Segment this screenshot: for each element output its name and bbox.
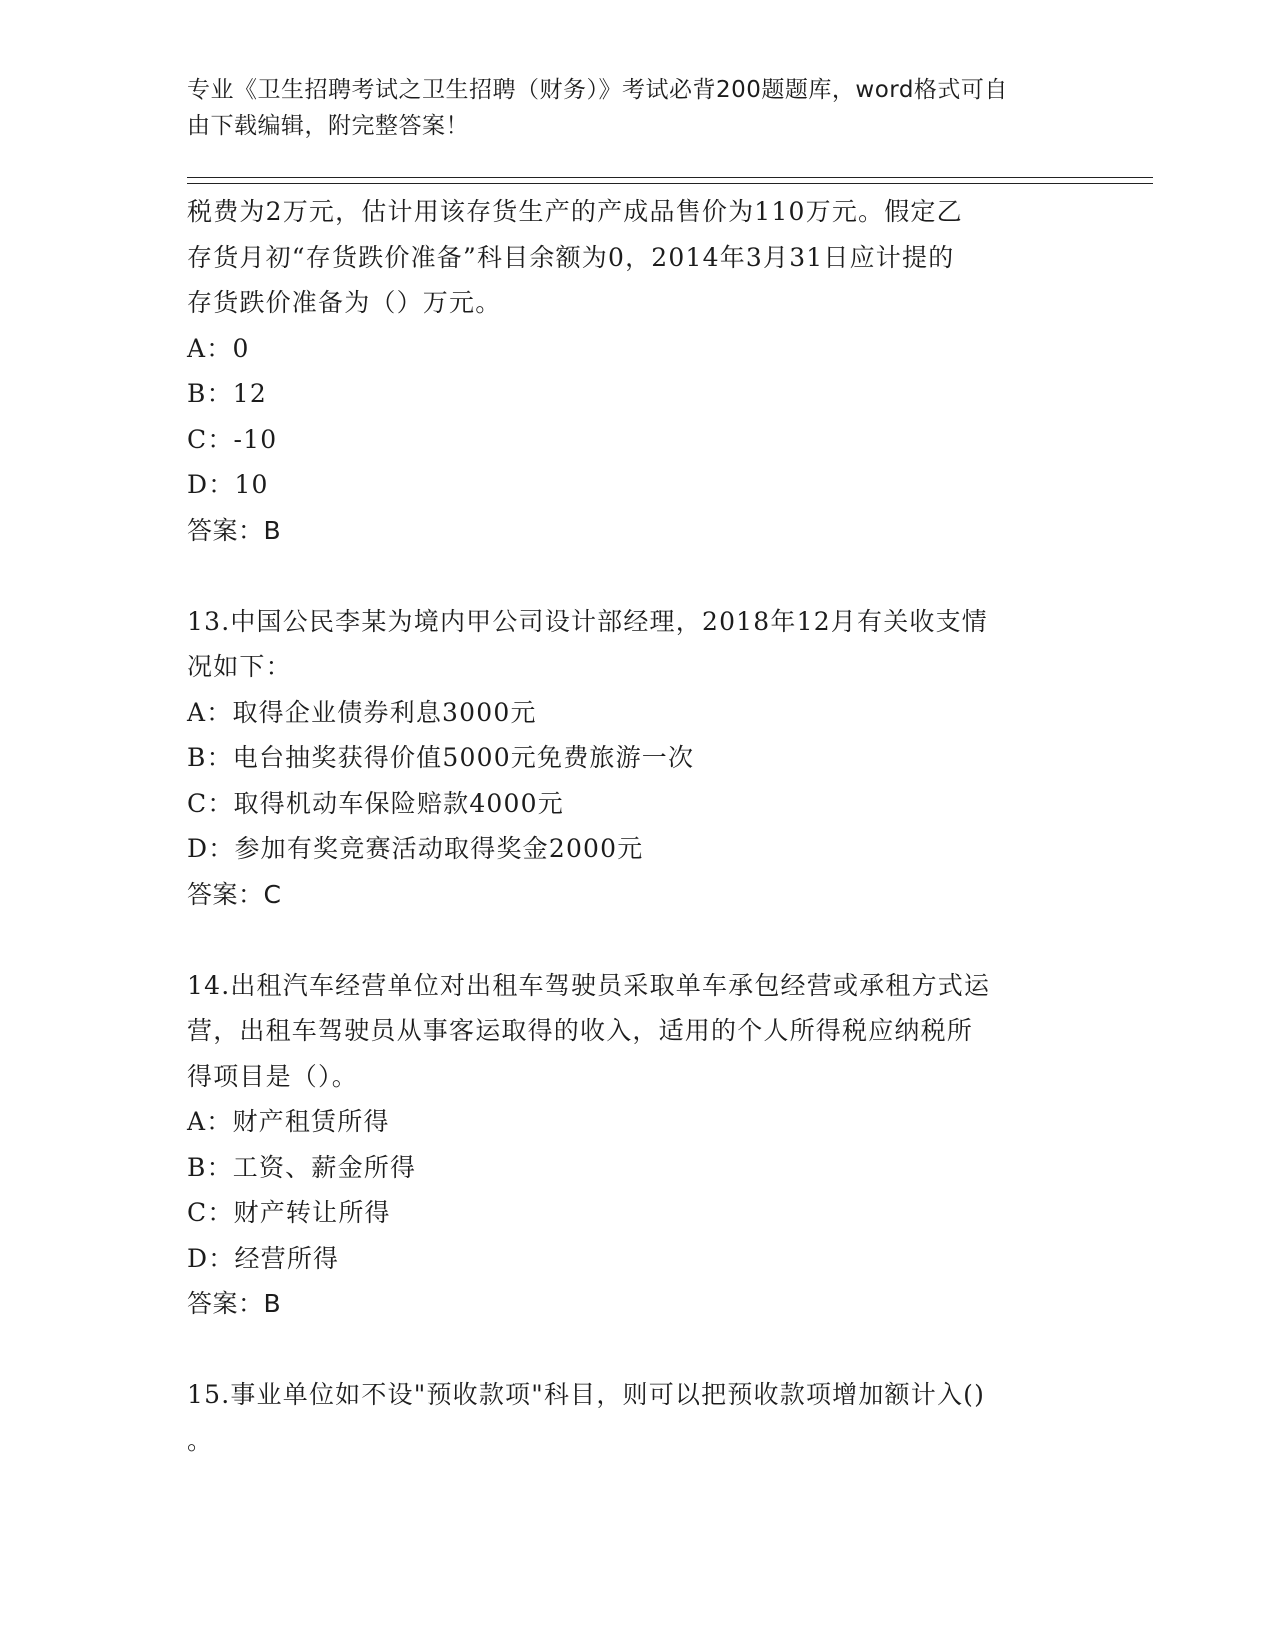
question-list	[187, 189, 1077, 1463]
question-stem-line: 存货跌价准备为（）万元。	[187, 288, 502, 317]
spacer	[187, 553, 1077, 599]
answer-line: 答案：C	[187, 879, 282, 909]
question-stem-line: 况如下：	[187, 652, 292, 681]
header-divider-bottom	[187, 183, 1153, 184]
question-13	[187, 599, 1077, 918]
option-c: C：取得机动车保险赔款4000元	[187, 788, 564, 818]
question-stem-line: 。	[187, 1425, 214, 1455]
question-stem-line: 15.事业单位如不设"预收款项"科目，则可以把预收款项增加额计入()	[187, 1380, 986, 1409]
option-c: C：-10	[187, 424, 278, 454]
option-a: A：财产租赁所得	[187, 1107, 390, 1136]
question-12	[187, 189, 1077, 553]
option-c: C：财产转让所得	[187, 1198, 391, 1227]
option-d: D：10	[187, 470, 269, 499]
option-b: B：电台抽奖获得价值5000元免费旅游一次	[187, 743, 695, 772]
document-header	[187, 72, 1067, 144]
option-d: D：经营所得	[187, 1243, 340, 1273]
question-15	[187, 1372, 1077, 1463]
question-stem-line: 13.中国公民李某为境内甲公司设计部经理，2018年12月有关收支情	[187, 606, 988, 636]
question-stem-line: 存货月初“存货跌价准备”科目余额为0，2014年3月31日应计提的	[187, 242, 955, 272]
option-a: A：0	[187, 333, 250, 363]
header-divider-top	[187, 177, 1153, 178]
question-14	[187, 963, 1077, 1327]
option-b: B：工资、薪金所得	[187, 1152, 417, 1182]
spacer	[187, 917, 1077, 963]
answer-line: 答案：B	[187, 1289, 282, 1318]
question-stem-line: 得项目是（）。	[187, 1061, 358, 1091]
header-line-1: 专业《卫生招聘考试之卫生招聘（财务）》考试必背200题题库，word格式可自	[187, 77, 1008, 103]
option-d: D：参加有奖竞赛活动取得奖金2000元	[187, 834, 644, 863]
option-b: B：12	[187, 379, 267, 408]
header-line-2: 由下载编辑，附完整答案！	[187, 113, 469, 139]
question-stem-line: 14.出租汽车经营单位对出租车驾驶员采取单车承包经营或承租方式运	[187, 970, 991, 1000]
option-a: A：取得企业债券利息3000元	[187, 697, 537, 727]
answer-line: 答案：B	[187, 515, 282, 545]
question-stem-line: 税费为2万元，估计用该存货生产的产成品售价为110万元。假定乙	[187, 197, 963, 226]
question-stem-line: 营，出租车驾驶员从事客运取得的收入，适用的个人所得税应纳税所	[187, 1016, 974, 1045]
spacer	[187, 1327, 1077, 1373]
